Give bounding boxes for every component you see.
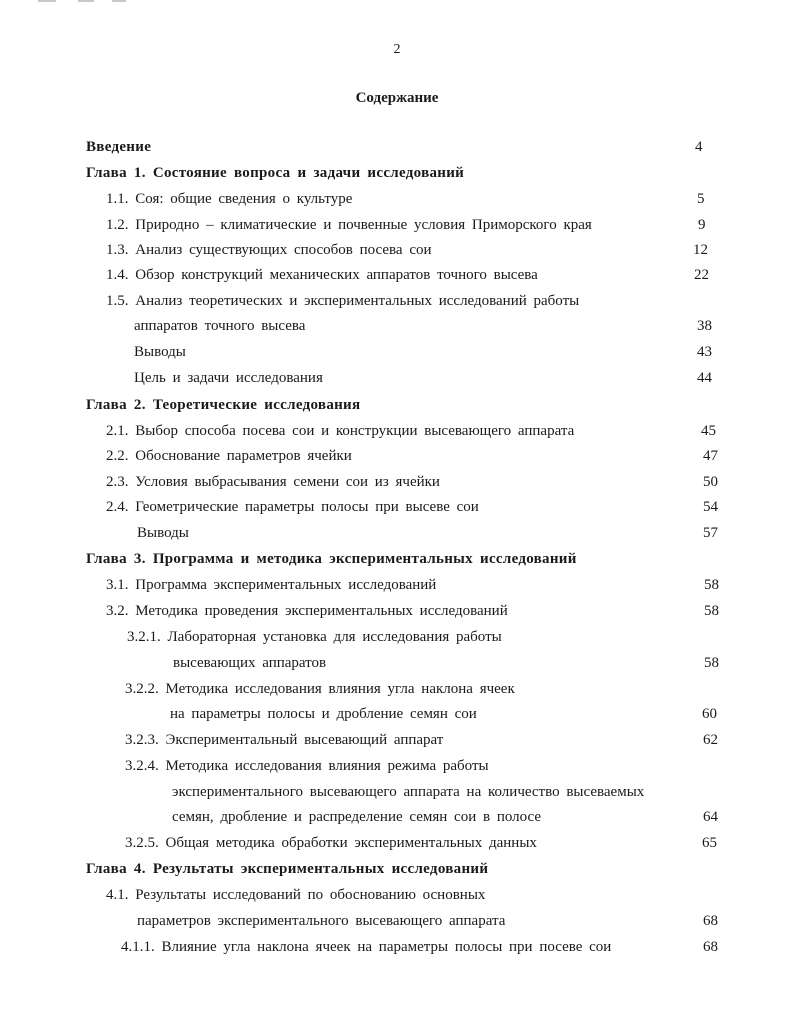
toc-entry-1-1: 1.1. Соя: общие сведения о культуре	[106, 191, 353, 207]
page-title: Содержание	[355, 90, 439, 106]
toc-entry-2-2: 2.2. Обоснование параметров ячейки	[106, 448, 352, 464]
toc-entry-4-1-1: 4.1.1. Влияние угла наклона ячеек на параметры полосы при посеве сои	[121, 939, 612, 955]
toc-page-conclusions-2: 57	[703, 525, 718, 541]
toc-entry-intro: Введение	[86, 139, 152, 155]
toc-entry-4-1-cont: параметров экспериментального высевающего аппарата	[137, 913, 506, 929]
toc-page-conclusions-1: 43	[697, 344, 712, 360]
toc-chapter-2: Глава 2. Теоретические исследования	[86, 397, 361, 413]
toc-page-1-1: 5	[697, 191, 705, 207]
toc-page-1-3: 12	[693, 242, 708, 258]
toc-entry-1-5: 1.5. Анализ теоретических и экспериментальных исследований работы	[106, 293, 580, 309]
toc-page-2-4: 54	[703, 499, 718, 515]
toc-entry-4-1: 4.1. Результаты исследований по обоснованию основных	[106, 887, 486, 903]
toc-page-1-5: 38	[697, 318, 712, 334]
scan-artifact	[78, 0, 94, 2]
toc-page-1-2: 9	[698, 217, 706, 233]
toc-page-2-1: 45	[701, 423, 716, 439]
toc-page-3-2-4: 64	[703, 809, 718, 825]
scan-artifact	[112, 0, 126, 2]
toc-page-3-2-3: 62	[703, 732, 718, 748]
toc-page-3-1: 58	[704, 577, 719, 593]
toc-page-2-3: 50	[703, 474, 718, 490]
toc-entry-3-2: 3.2. Методика проведения экспериментальных исследований	[106, 603, 508, 619]
page-number: 2	[393, 42, 401, 57]
toc-entry-1-2: 1.2. Природно – климатические и почвенные условия Приморского края	[106, 217, 592, 233]
toc-entry-3-2-5: 3.2.5. Общая методика обработки экспериментальных данных	[125, 835, 537, 851]
toc-entry-conclusions-2: Выводы	[137, 525, 189, 541]
toc-entry-2-1: 2.1. Выбор способа посева сои и конструкции высевающего аппарата	[106, 423, 575, 439]
toc-page-4-1: 68	[703, 913, 718, 929]
toc-entry-2-4: 2.4. Геометрические параметры полосы при высеве сои	[106, 499, 479, 515]
toc-entry-3-2-1: 3.2.1. Лабораторная установка для исследования работы	[127, 629, 502, 645]
toc-page-3-2: 58	[704, 603, 719, 619]
toc-chapter-4: Глава 4. Результаты экспериментальных исследований	[86, 861, 489, 877]
scan-artifact	[38, 0, 56, 2]
toc-page-goals: 44	[697, 370, 712, 386]
toc-chapter-1: Глава 1. Состояние вопроса и задачи исследований	[86, 165, 465, 181]
toc-page-3-2-1: 58	[704, 655, 719, 671]
toc-page-2-2: 47	[703, 448, 718, 464]
toc-entry-1-4: 1.4. Обзор конструкций механических аппаратов точного высева	[106, 267, 538, 283]
toc-entry-3-2-4-cont-1: экспериментального высевающего аппарата на количество высеваемых	[172, 784, 645, 800]
toc-page-intro: 4	[695, 139, 703, 155]
toc-entry-conclusions-1: Выводы	[134, 344, 186, 360]
toc-entry-2-3: 2.3. Условия выбрасывания семени сои из ячейки	[106, 474, 440, 490]
toc-chapter-3: Глава 3. Программа и методика экспериментальных исследований	[86, 551, 577, 567]
toc-entry-goals: Цель и задачи исследования	[134, 370, 323, 386]
toc-entry-1-3: 1.3. Анализ существующих способов посева сои	[106, 242, 432, 258]
toc-entry-1-5-cont: аппаратов точного высева	[134, 318, 306, 334]
toc-entry-3-1: 3.1. Программа экспериментальных исследований	[106, 577, 437, 593]
toc-entry-3-2-2-cont: на параметры полосы и дробление семян сои	[170, 706, 477, 722]
toc-page-3-2-2: 60	[702, 706, 717, 722]
toc-page-3-2-5: 65	[702, 835, 717, 851]
toc-page-1-4: 22	[694, 267, 709, 283]
toc-entry-3-2-1-cont: высевающих аппаратов	[173, 655, 327, 671]
toc-entry-3-2-4: 3.2.4. Методика исследования влияния режима работы	[125, 758, 489, 774]
toc-entry-3-2-2: 3.2.2. Методика исследования влияния угла наклона ячеек	[125, 681, 515, 697]
toc-entry-3-2-4-cont-2: семян, дробление и распределение семян сои в полосе	[172, 809, 542, 825]
toc-page-4-1-1: 68	[703, 939, 718, 955]
toc-entry-3-2-3: 3.2.3. Экспериментальный высевающий аппарат	[125, 732, 444, 748]
